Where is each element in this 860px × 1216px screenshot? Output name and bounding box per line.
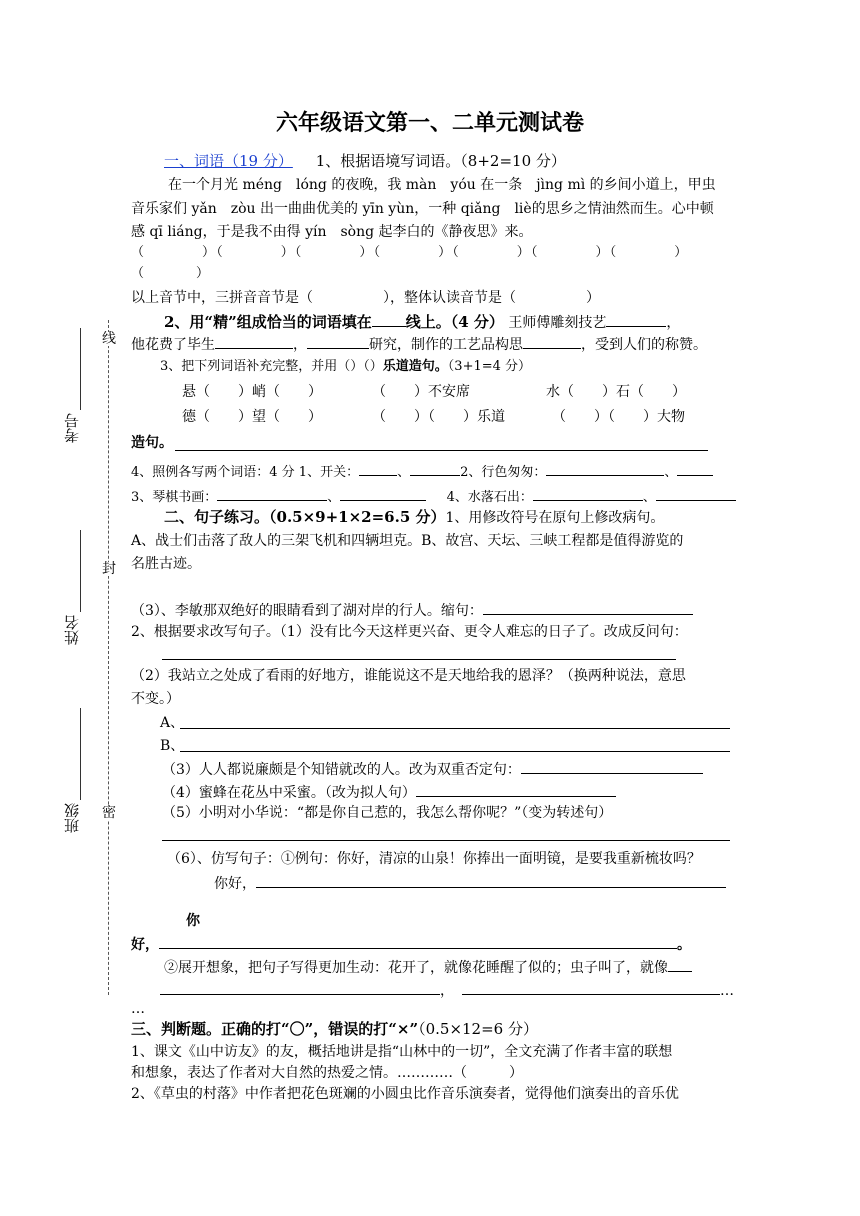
q4-separator-2: 、 (664, 465, 678, 480)
s2-q2-7-ellipsis: … (720, 983, 734, 999)
answer-parentheses-row2[interactable]: （ ） (131, 266, 210, 281)
q4-separator-1: 、 (397, 465, 411, 480)
q4-blank-2a[interactable] (546, 461, 664, 476)
s2-q2-7-blank-c[interactable] (462, 980, 720, 995)
judge-2: 2、《草虫的村落》中作者把花色斑斓的小圆虫比作音乐演奏者，觉得他们演奏出的音乐优 (131, 1086, 679, 1102)
s2-q2-6b-blank[interactable] (159, 934, 677, 949)
q4-blank-3a[interactable] (217, 486, 327, 501)
s2-q2-7: ②展开想象，把句子写得更加生动：花开了，就像花睡醒了似的；虫子叫了，就像 (164, 960, 668, 976)
section3-score: （0.5×12=6 分） (418, 1020, 538, 1038)
q2-blank-1[interactable] (606, 312, 666, 327)
q3-score: （3+1=4 分） (447, 359, 532, 374)
q3-row2-a: 德（ ）望（ ） (182, 409, 322, 425)
pinyin-paragraph-line2: 音乐家们 yǎn zòu 出一曲曲优美的 yīn yùn，一种 qiǎng liè的思乡之情油然而生。心中顿 (131, 201, 714, 217)
label-kaohao: 考号 (63, 413, 81, 443)
s2-q2-7-sep: ， (440, 983, 454, 999)
answer-parentheses-row[interactable]: （ ）（ ）（ ）（ ）（ ）（ ）（ ） (131, 245, 689, 260)
seal-char-feng: 封 (102, 561, 116, 577)
seal-char-mi: 密 (102, 805, 116, 821)
s2-q2-6b-ni: 你 (186, 913, 200, 929)
s2-q2-1-answer-line[interactable] (162, 659, 676, 660)
q4-separator-4: 、 (642, 490, 656, 505)
judge-1: 1、课文《山中访友》的友，概括地讲是指“山林中的一切”，全文充满了作者丰富的联想 (131, 1044, 673, 1060)
binding-dashed-line (108, 320, 109, 995)
s2-q2-6: （6）、仿写句子：①例句：你好，清凉的山泉！你捧出一面明镜，是要我重新梳妆吗？ (167, 851, 701, 867)
s2-q1: 1、用修改符号在原句上修改病句。 (445, 510, 665, 526)
banji-blank[interactable] (80, 708, 81, 800)
q3-row1-a: 悬（ ）峭（ ） (182, 384, 322, 400)
q2-sentence-a: 王师傅雕刻技艺 (508, 315, 607, 331)
s2-q1-sentence-a: A、战士们击落了敌人的三架飞机和四辆坦克。B、故宫、天坛、三峡工程都是值得游览的 (131, 533, 684, 549)
kaohao-blank[interactable] (80, 328, 81, 410)
q3-row2-c: （ ）（ ）大物 (552, 409, 685, 425)
s2-q2-2b: 不变。） (131, 691, 180, 707)
s2-q2-7-blank-b[interactable] (160, 980, 440, 995)
q2-sentence-c: 研究，制作的工艺品构思 (369, 337, 523, 353)
s2-q2-5-answer-line[interactable] (162, 840, 730, 841)
label-banji: 班级 (63, 803, 81, 833)
s2-q2-6a-blank[interactable] (256, 873, 726, 888)
s2-q2-B-line[interactable] (180, 751, 730, 752)
q4-blank-1b[interactable] (410, 461, 460, 476)
s2-q2-3-blank[interactable] (521, 759, 703, 774)
q3-title: 3、把下列词语补充完整，并用（）（） (160, 359, 383, 374)
s2-q1-3-blank[interactable] (483, 600, 693, 615)
q3-row1-b: （ ）不安席 (372, 384, 470, 400)
q4-b-label: 2、行色匆匆： (460, 465, 547, 480)
q2-title: 2、用“精”组成恰当的词语填在 (164, 313, 372, 331)
q4-c-label: 3、琴棋书画： (131, 490, 218, 505)
label-xingming: 姓名 (63, 615, 81, 645)
seal-char-xian: 线 (102, 331, 116, 347)
q4-blank-4a[interactable] (533, 486, 643, 501)
q2-blank-3[interactable] (307, 334, 369, 349)
q3-row1-c: 水（ ）石（ ） (546, 384, 686, 400)
section1-heading-link[interactable]: 一、词语（19 分） (164, 152, 293, 170)
s2-q2-3: （3）人人都说廉颇是个知错就改的人。改为双重否定句： (162, 762, 521, 778)
s2-q2-6a-label: 你好， (214, 876, 256, 892)
s2-q2-A-label: A、 (160, 715, 185, 731)
s2-q2-7-ellipsis-2: … (131, 1001, 145, 1017)
q4-d-label: 4、水落石出： (446, 490, 533, 505)
s2-q1-sentence-a2: 名胜古迹。 (131, 556, 201, 572)
section2-heading: 二、句子练习。（0.5×9+1×2=6.5 分） (164, 508, 446, 526)
section3-heading: 三、判断题。正确的打“〇”，错误的打“×” (131, 1020, 419, 1038)
q2-blank-example[interactable] (372, 312, 406, 327)
q4-blank-4b[interactable] (656, 486, 736, 501)
q3-row2-b: （ ）（ ）乐道 (372, 409, 505, 425)
s2-q2-6b-hao: 好， (131, 937, 159, 953)
s2-q2-2: （2）我站立之处成了看雨的好地方，谁能说这不是天地给我的恩泽？（换两种说法，意思 (131, 668, 686, 684)
page-title: 六年级语文第一、二单元测试卷 (275, 110, 584, 136)
q4-separator-3: 、 (327, 490, 341, 505)
s2-q1-3: （3）、李敏那双绝好的眼睛看到了湖对岸的行人。缩句： (131, 603, 483, 619)
s2-q2-5: （5）小明对小华说：“都是你自己惹的，我怎么帮你呢？”（变为转述句） (162, 805, 613, 821)
s2-q2-7-blank-a[interactable] (668, 957, 692, 972)
q4-blank-3b[interactable] (340, 486, 426, 501)
pinyin-paragraph-line1: 在一个月光 méng lóng 的夜晚，我 màn yóu 在一条 jìng mì 的乡间小道上，甲虫 (168, 177, 716, 193)
s2-q2-B-label: B、 (160, 738, 185, 754)
q2-sentence-d: ，受到人们的称赞。 (581, 337, 707, 353)
q3-make-sentence-label: 造句。 (131, 435, 173, 451)
exam-page: 线 封 密 考号 姓名 班级 六年级语文第一、二单元测试卷 一、词语（19 分） 1、根据语境写词语。（8+2=10 分） 在一个月光 méng lóng 的夜晚，我 màn yóu 在一条 jìng mì 的乡间小道上，甲虫 音乐家们 yǎn zòu 出一曲曲优美的 yīn yùn，一种 qiǎng liè的思乡之情油然而生。心中顿 感 qī liáng，于是我不由得 yín sòng 起李白的《静夜思》来。 （ ）（ ）（ ）（ ）（ ）（ ）（ ） （ ） 以上音节中，三拼音音节是（ ），整体认读音节是（ ） 2、用“精”组成恰当的词语填在 线上。（4 分） 王师傅雕刻技艺 ， 他花费了毕生 ， 研究，制作的工艺品构思 ，受到人们的称赞。 3、把下列词语补充完整，并用（）（）乐道造句。（3+1=4 分） 悬（ ）峭（ ） （ ）不安席 水（ ）石（ ） 德（ ）望（ ） （ ）（ ）乐道 （ ）（ ）大物 造句。 4、照例各写两个词语：4 分 1、开关： 、 2、行色匆匆： 、 3、琴棋书画： 、 4、水落石出： 、 二、句子练习。（0.5×9+1×2=6.5 分）1、用修改符号在原句上修改病句。 A、战士们击落了敌人的三架飞机和四辆坦克。B、故宫、天坛、三峡工程都是值得游览的 名胜古迹。 （3）、李敏那双绝好的眼睛看到了湖对岸的行人。缩句： 2、根据要求改写句子。（1）没有比今天这样更兴奋、更令人难忘的日子了。改成反问句： （2）我站立之处成了看雨的好地方，谁能说这不是天地给我的恩泽？（换两种说法，意思 不变。） A、 B、 （3）人人都说廉颇是个知错就改的人。改为双重否定句： （4）蜜蜂在花丛中采蜜。（改为拟人句） （5）小明对小华说：“都是你自己惹的，我怎么帮你呢？”（变为转述句） （6）、仿写句子：①例句：你好，清凉的山泉！你捧出一面明镜，是要我重新梳妆吗？ 你好， 你 好， 。 ②展开想象，把句子写得更加生动：花开了，就像花睡醒了似的；虫子叫了，就像 ， … … 三、判断题。正确的打“〇”，错误的打“×”（0.5×12=6 分） 1、课文《山中访友》的友，概括地讲是指“山林中的一切”，全文充满了作者丰富的联想 和想象，表达了作者对大自然的热爱之情。…………（ ） 2、《草虫的村落》中作者把花色斑斓的小圆虫比作音乐演奏者，觉得他们演奏出的音乐优 (0, 0, 860, 1216)
judge-1b[interactable]: 和想象，表达了作者对大自然的热爱之情。…………（ ） (131, 1065, 523, 1081)
q3-title-bold: 乐道造句。 (382, 359, 448, 374)
s2-q2-A-line[interactable] (180, 728, 730, 729)
q1-title: 1、根据语境写词语。（8+2=10 分） (315, 152, 566, 170)
syllable-question: 以上音节中，三拼音音节是（ ），整体认读音节是（ ） (131, 290, 600, 306)
q4-line: 4、照例各写两个词语：4 分 1、开关： (131, 465, 360, 480)
q2-blank-4[interactable] (523, 334, 581, 349)
q4-blank-1a[interactable] (359, 461, 397, 476)
q2-title-tail: 线上。（4 分） (405, 313, 504, 331)
q2-blank-2[interactable] (215, 334, 293, 349)
q3-make-sentence-line[interactable] (175, 450, 708, 451)
s2-q2-6b-end: 。 (677, 937, 691, 953)
xingming-blank[interactable] (80, 530, 81, 612)
s2-q2-4-blank[interactable] (416, 782, 616, 797)
pinyin-paragraph-line3: 感 qī liáng，于是我不由得 yín sòng 起李白的《静夜思》来。 (131, 224, 533, 240)
q4-blank-2b[interactable] (677, 461, 713, 476)
s2-q2: 2、根据要求改写句子。（1）没有比今天这样更兴奋、更令人难忘的日子了。改成反问句： (131, 624, 688, 640)
s2-q2-4: （4）蜜蜂在花丛中采蜜。（改为拟人句） (162, 785, 416, 801)
q2-sentence-b: 他花费了毕生 (131, 337, 215, 353)
